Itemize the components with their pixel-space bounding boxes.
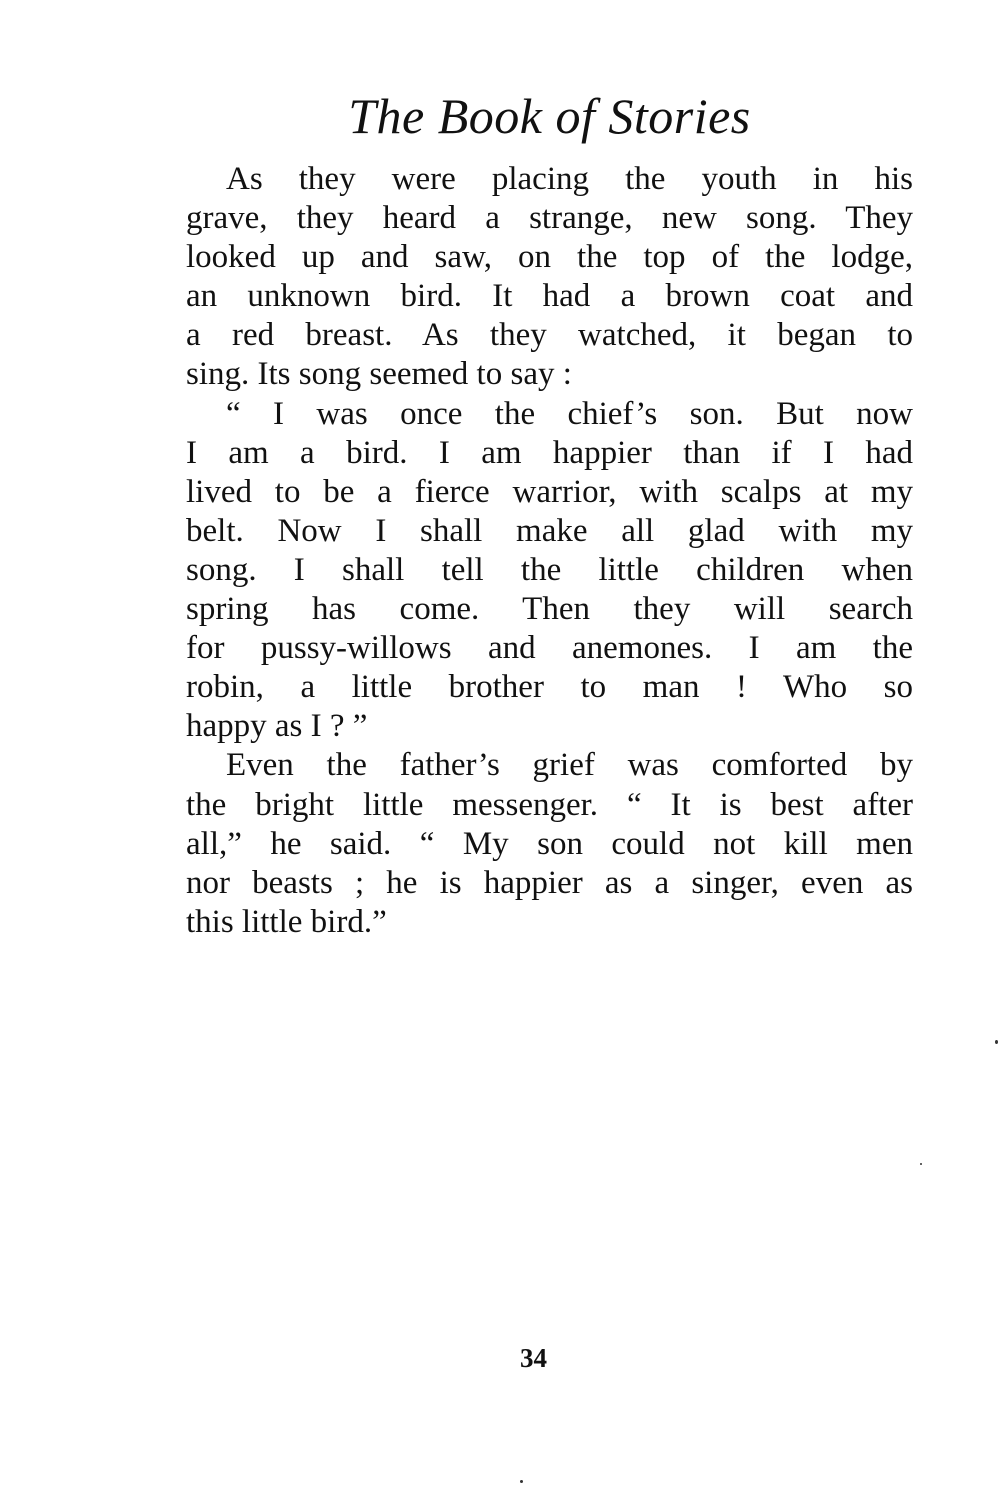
- text-line: all,” he said. “ My son could not kill men: [186, 825, 913, 862]
- text-line: looked up and saw, on the top of the lodge,: [186, 239, 913, 276]
- text-line: song. I shall tell the little children when: [186, 551, 913, 588]
- scan-speck: [920, 1163, 922, 1165]
- text-line: happy as I ? ”: [186, 708, 368, 745]
- paragraph-1: [186, 160, 913, 395]
- text-line: robin, a little brother to man ! Who so: [186, 669, 913, 706]
- text-line: I am a bird. I am happier than if I had: [186, 434, 913, 471]
- text-line: nor beasts ; he is happier as a singer, even as: [186, 864, 913, 901]
- paragraph-3: [186, 746, 913, 941]
- scan-speck: [995, 1040, 998, 1044]
- text-line: the bright little messenger. “ It is best after: [186, 786, 913, 823]
- text-line: spring has come. Then they will search: [186, 591, 913, 628]
- text-line: a red breast. As they watched, it began to: [186, 317, 913, 354]
- body-text: [186, 160, 913, 942]
- running-head: The Book of Stories: [348, 88, 751, 144]
- text-line: Even the father’s grief was comforted by: [226, 747, 913, 784]
- text-line: grave, they heard a strange, new song. They: [186, 200, 913, 237]
- text-line: for pussy-willows and anemones. I am the: [186, 630, 913, 667]
- text-line: “ I was once the chief’s son. But now: [226, 395, 913, 432]
- scan-speck: [520, 1480, 523, 1483]
- text-line: this little bird.”: [186, 903, 387, 940]
- paragraph-2: [186, 395, 913, 747]
- page-number: 34: [520, 1343, 547, 1373]
- text-line: sing. Its song seemed to say :: [186, 356, 572, 393]
- text-line: an unknown bird. It had a brown coat and: [186, 278, 913, 315]
- text-line: belt. Now I shall make all glad with my: [186, 512, 913, 549]
- text-line: As they were placing the youth in his: [226, 161, 913, 197]
- text-line: lived to be a fierce warrior, with scalps at my: [186, 473, 913, 510]
